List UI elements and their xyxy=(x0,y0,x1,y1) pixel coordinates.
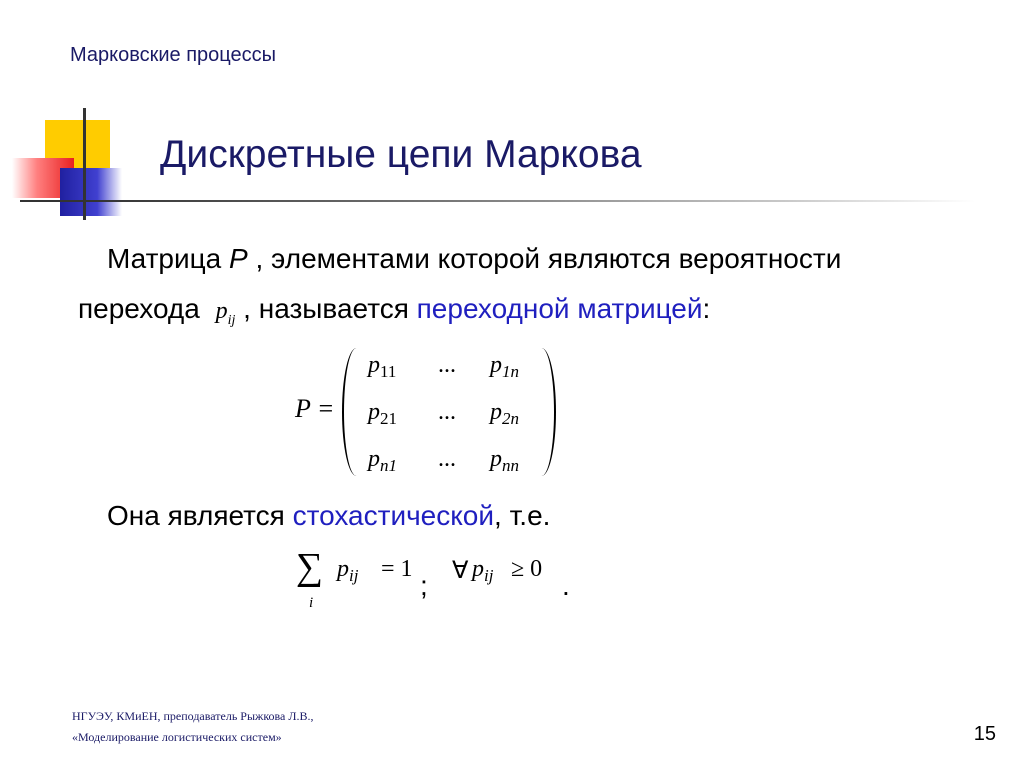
footer-course: «Моделирование логистических систем» xyxy=(72,730,282,744)
matrix-ellipsis: ... xyxy=(438,352,456,378)
term-transition-matrix: переходной матрицей xyxy=(416,293,703,324)
matrix-cell: $p_{1n}$ xyxy=(490,352,519,381)
forall-term: $p_{ij}$ xyxy=(472,556,494,585)
vertical-line xyxy=(83,108,86,220)
geq-zero: ≥ 0 xyxy=(511,556,543,582)
slide-title: Дискретные цепи Маркова xyxy=(160,133,642,176)
matrix-lhs: P = xyxy=(295,394,335,423)
equals-one: = 1 xyxy=(381,556,413,582)
horizontal-line xyxy=(20,200,100,202)
section-label: Марковские процессы xyxy=(70,44,277,66)
footer-author: НГУЭУ, КМиЕН, преподаватель Рыжкова Л.В., xyxy=(72,709,314,723)
left-parenthesis xyxy=(342,348,366,476)
page-number: 15 xyxy=(973,723,996,745)
matrix-cell: $p_{21}$ xyxy=(368,399,397,428)
matrix-var: P xyxy=(229,243,248,274)
paragraph-2: перехода $p_{ij}$ , называется переходной матрицей: xyxy=(78,293,711,328)
forall-symbol: ∀ xyxy=(452,558,469,584)
period: . xyxy=(562,570,570,601)
pij-symbol: $p_{ij}$ xyxy=(215,298,236,328)
blue-square xyxy=(60,168,122,216)
paragraph-3: Она является стохастической, т.е. xyxy=(107,500,551,531)
sigma-symbol: ∑ xyxy=(296,546,324,588)
term-stochastic: стохастической xyxy=(292,500,495,531)
semicolon: ; xyxy=(420,570,428,601)
matrix-cell: $p_{n1}$ xyxy=(368,446,397,475)
matrix-cell: $p_{nn}$ xyxy=(490,446,519,475)
sigma-index: i xyxy=(309,595,314,611)
sum-term: $p_{ij}$ xyxy=(337,556,359,585)
matrix-cell: $p_{11}$ xyxy=(368,352,397,381)
right-parenthesis xyxy=(532,348,556,476)
title-underline xyxy=(95,200,975,202)
matrix-ellipsis: ... xyxy=(438,399,456,425)
matrix-cell: $p_{2n}$ xyxy=(490,399,519,428)
matrix-ellipsis: ... xyxy=(438,446,456,472)
paragraph-1: Матрица P , элементами которой являются вероятности xyxy=(107,243,842,274)
